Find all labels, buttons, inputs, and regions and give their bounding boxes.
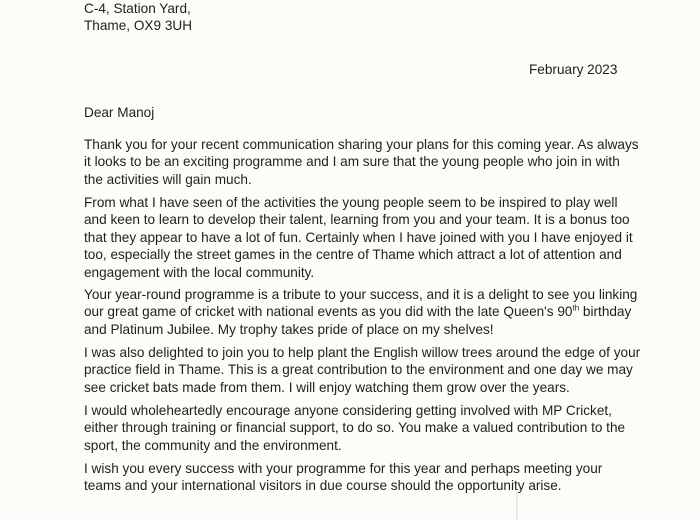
- paragraph-line: I was also delighted to join you to help plant the English willow trees around the edge of your: [84, 345, 641, 360]
- paragraph-line: either through training or financial support, to do so. You make a valued contribution to the: [84, 420, 626, 436]
- scan-artifact-line: [516, 492, 518, 520]
- salutation: Dear Manoj: [84, 105, 155, 120]
- paragraph-line: I wish you every success with your programme for this year and perhaps meeting your: [84, 461, 603, 476]
- paragraph-line: and Platinum Jubilee. My trophy takes pride of place on my shelves!: [84, 321, 494, 337]
- paragraph-line: that they appear to have a lot of fun. Certainly when I have joined with you I have enjoyed it: [84, 229, 633, 245]
- paragraph-line: sport, the community and the environment.: [84, 437, 342, 453]
- paragraph-line-text-after: birthday: [579, 304, 632, 320]
- paragraph-1: [84, 136, 644, 188]
- paragraph-line-text: our great game of cricket with national events as you did with the late Queen's 90: [84, 304, 573, 320]
- paragraph-line: Your year-round programme is a tribute to your success, and it is a delight to see you linking: [84, 287, 638, 302]
- paragraph-line: engagement with the local community.: [84, 264, 315, 280]
- paragraph-line: the activities will gain much.: [84, 171, 252, 187]
- ordinal-superscript: th: [572, 303, 580, 313]
- paragraph-2: [84, 194, 644, 281]
- paragraph-line: it looks to be an exciting programme and I am sure that the young people who join in with: [84, 154, 620, 170]
- letter-date: February 2023: [529, 62, 618, 77]
- paragraph-3: [84, 286, 644, 338]
- paragraph-line: practice field in Thame. This is a great contribution to the environment and one day we may: [84, 362, 633, 378]
- paragraph-line: From what I have seen of the activities the young people seem to be inspired to play well: [84, 195, 618, 210]
- paragraph-line: Thank you for your recent communication sharing your plans for this coming year. As always: [84, 137, 639, 152]
- sender-address-line-2: Thame, OX9 3UH: [84, 18, 193, 33]
- paragraph-line: teams and your international visitors in due course should the opportunity arise.: [84, 478, 562, 494]
- paragraph-5: [84, 402, 644, 454]
- paragraph-line: I would wholeheartedly encourage anyone considering getting involved with MP Cricket,: [84, 403, 612, 418]
- sender-address-line-1: C-4, Station Yard,: [84, 1, 191, 16]
- paragraph-line-with-superscript: [84, 303, 644, 320]
- paragraph-line: too, especially the street games in the centre of Thame which attract a lot of attention and: [84, 247, 622, 263]
- paragraph-line: and keen to learn to develop their talent, learning from you and your team. It is a bonus too: [84, 212, 630, 228]
- paragraph-6: [84, 460, 644, 495]
- paragraph-4: [84, 344, 644, 396]
- paragraph-line: see cricket bats made from them. I will enjoy watching them grow over the years.: [84, 379, 570, 395]
